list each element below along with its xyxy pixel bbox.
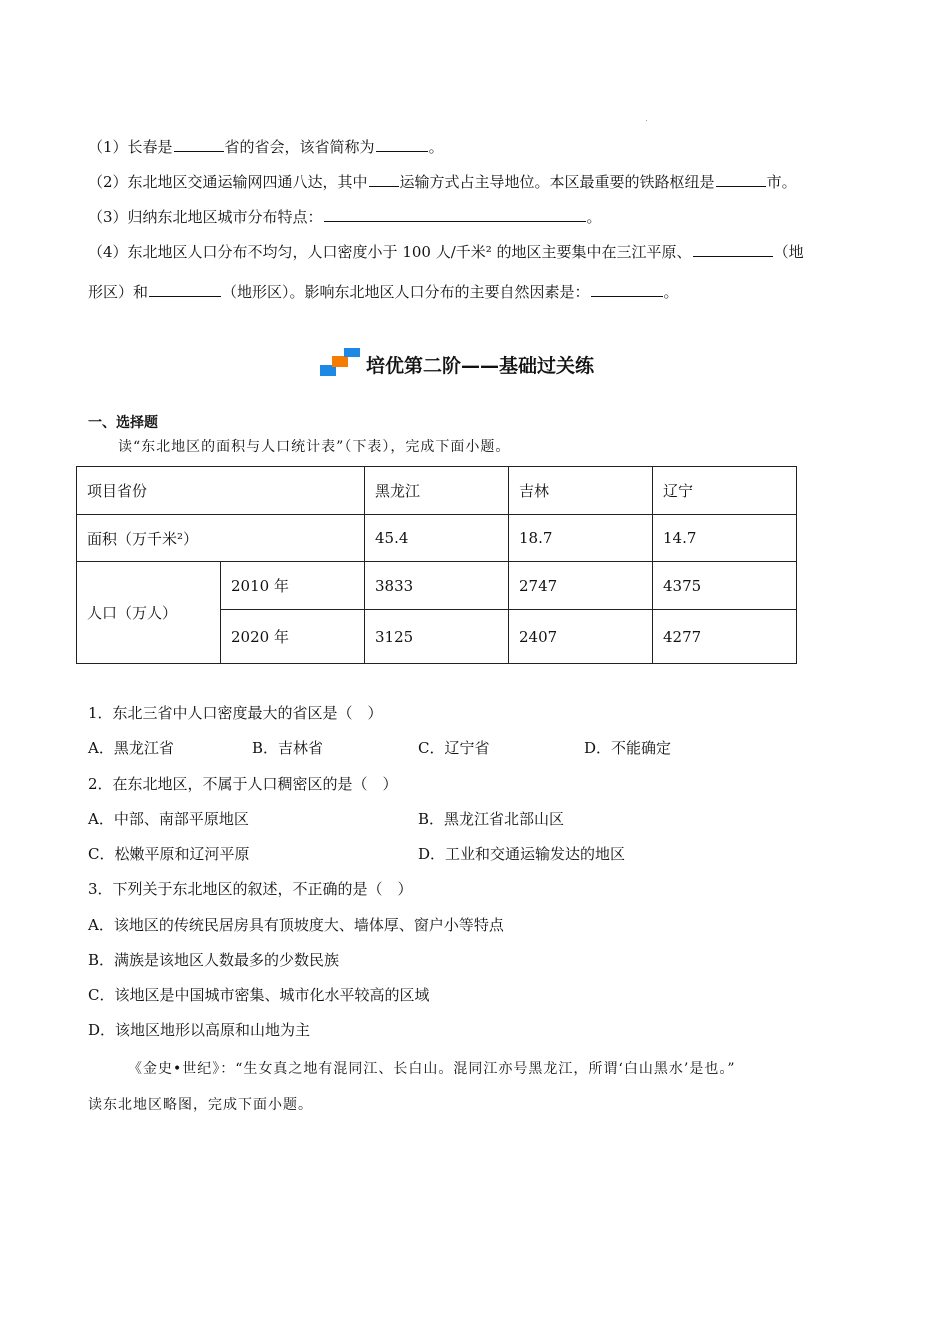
answer-blank[interactable] xyxy=(174,136,224,152)
option-a[interactable]: A．该地区的传统民居房具有顶坡度大、墙体厚、窗户小等特点 xyxy=(88,916,504,934)
option-d[interactable]: D．不能确定 xyxy=(584,739,672,757)
fill-question-4-cont xyxy=(88,281,679,302)
stats-table xyxy=(76,466,797,664)
q3-text-b: 。 xyxy=(586,208,602,226)
option-a[interactable]: A．黑龙江省 xyxy=(88,739,174,757)
table-row xyxy=(77,515,797,562)
q2-text-b: 运输方式占主导地位。本区最重要的铁路枢纽是 xyxy=(399,173,715,191)
q2-text-a: （2）东北地区交通运输网四通八达，其中 xyxy=(88,173,368,191)
section-title: 一、选择题 xyxy=(88,415,158,431)
option-c[interactable]: C．该地区是中国城市密集、城市化水平较高的区域 xyxy=(88,986,430,1004)
fill-question-2 xyxy=(88,171,797,192)
option-b[interactable]: B．吉林省 xyxy=(252,739,324,757)
q4-text-b: （地 xyxy=(773,243,804,261)
answer-blank[interactable] xyxy=(376,136,428,152)
heading-title: 培优第二阶——基础过关练 xyxy=(366,354,595,377)
question-stem: 3．下列关于东北地区的叙述，不正确的是（ ） xyxy=(88,880,413,898)
table-cell: 面积（万千米²） xyxy=(77,515,365,562)
q4-text-d: （地形区）。影响东北地区人口分布的主要自然因素是： xyxy=(222,283,590,301)
answer-blank[interactable] xyxy=(716,171,766,187)
q4-text-a: （4）东北地区人口分布不均匀，人口密度小于 100 人/千米² 的地区主要集中在三江平原、 xyxy=(88,243,692,261)
table-cell: 4375 xyxy=(653,562,797,610)
table-cell: 吉林 xyxy=(509,467,653,515)
table-cell: 2407 xyxy=(509,610,653,664)
answer-blank[interactable] xyxy=(693,241,773,257)
q1-text-c: 。 xyxy=(428,138,444,156)
table-cell: 人口（万人） xyxy=(77,562,221,664)
table-cell: 14.7 xyxy=(653,515,797,562)
q4-text-e: 。 xyxy=(663,283,679,301)
q3-text-a: （3）归纳东北地区城市分布特点： xyxy=(88,208,323,226)
option-a[interactable]: A．中部、南部平原地区 xyxy=(88,810,249,828)
quote-text: 《金史•世纪》：“生女真之地有混同江、长白山。混同江亦号黑龙江，所谓‘白山黑水’是也。” xyxy=(128,1061,736,1077)
q1-text-b: 省的省会，该省简称为 xyxy=(224,138,375,156)
question-stem: 2．在东北地区，不属于人口稠密区的是（ ） xyxy=(88,775,398,793)
section-heading xyxy=(320,346,594,382)
option-c[interactable]: C．松嫩平原和辽河平原 xyxy=(88,845,250,863)
table-cell: 辽宁 xyxy=(653,467,797,515)
quote-instruction: 读东北地区略图，完成下面小题。 xyxy=(88,1097,313,1113)
q1-text-a: （1）长春是 xyxy=(88,138,173,156)
option-d[interactable]: D．该地区地形以高原和山地为主 xyxy=(88,1021,311,1039)
question-stem: 1．东北三省中人口密度最大的省区是（ ） xyxy=(88,704,383,722)
answer-blank[interactable] xyxy=(591,281,663,297)
option-d[interactable]: D．工业和交通运输发达的地区 xyxy=(418,845,626,863)
table-row xyxy=(77,467,797,515)
table-cell: 2747 xyxy=(509,562,653,610)
table-cell: 项目省份 xyxy=(77,467,365,515)
table-cell: 45.4 xyxy=(365,515,509,562)
table-cell: 3833 xyxy=(365,562,509,610)
fill-question-1 xyxy=(88,136,444,157)
stray-dot xyxy=(646,120,647,121)
table-cell: 黑龙江 xyxy=(365,467,509,515)
q2-text-c: 市。 xyxy=(766,173,797,191)
q4-text-c: 形区）和 xyxy=(88,283,149,301)
fill-question-3 xyxy=(88,206,602,227)
table-cell: 3125 xyxy=(365,610,509,664)
option-b[interactable]: B．黑龙江省北部山区 xyxy=(418,810,565,828)
answer-blank[interactable] xyxy=(149,281,221,297)
fill-question-4 xyxy=(88,241,804,262)
answer-blank[interactable] xyxy=(369,171,399,187)
intro-text: 读“东北地区的面积与人口统计表”（下表），完成下面小题。 xyxy=(118,439,511,455)
table-cell: 18.7 xyxy=(509,515,653,562)
table-cell: 2020 年 xyxy=(221,610,365,664)
answer-blank[interactable] xyxy=(324,206,586,222)
option-c[interactable]: C．辽宁省 xyxy=(418,739,490,757)
stairs-icon xyxy=(320,348,362,380)
table-cell: 4277 xyxy=(653,610,797,664)
table-cell: 2010 年 xyxy=(221,562,365,610)
option-b[interactable]: B．满族是该地区人数最多的少数民族 xyxy=(88,951,340,969)
table-row xyxy=(77,562,797,610)
